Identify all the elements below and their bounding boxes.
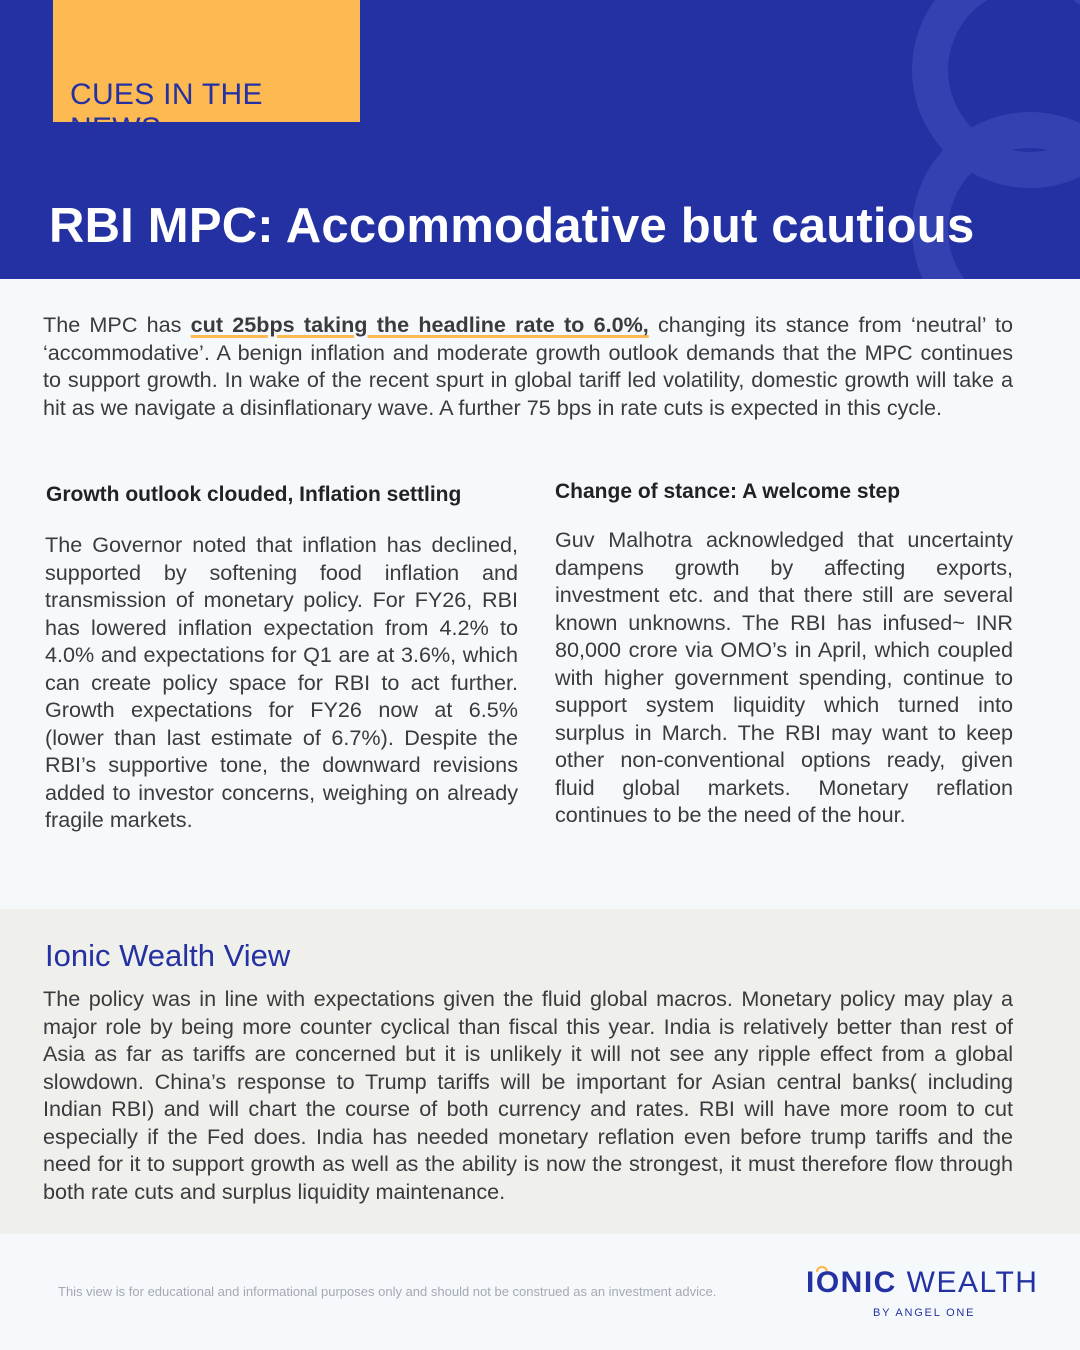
ionic-view-heading: Ionic Wealth View	[45, 938, 291, 973]
logo-subtitle: BY ANGEL ONE	[873, 1307, 976, 1319]
logo-wordmark	[806, 1266, 1038, 1300]
disclaimer-text: This view is for educational and informational purposes only and should not be construed as an investment advice.	[58, 1284, 717, 1299]
logo-wordmark-light: WEALTH	[896, 1266, 1039, 1299]
intro-paragraph	[43, 311, 1013, 421]
category-tag-label: CUES IN THE NEWS	[70, 78, 263, 145]
left-column-body: The Governor noted that inflation has declined, supported by softening food inflation and transmission of monetary policy. For FY26, RBI has lowered inflation expectation from 4.2% to 4.0% and expectations for Q1 are at 3.6%, which can create policy space for RBI to act further. Growth expectations for FY26 now at 6.5% (lower than last estimate of 6.7%). Despite the RBI’s supportive tone, the downward revisions added to investor concerns, weighing on already fragile markets.	[45, 532, 518, 832]
intro-text-start: The MPC has	[43, 312, 191, 337]
intro-highlight: cut 25bps taking the headline rate to 6.0%,	[190, 312, 649, 337]
ionic-view-body: The policy was in line with expectations given the fluid global macros. Monetary policy may play a major role by being more counter cyclical than fiscal this year. India is relatively better than rest of Asia as far as tariffs are concerned but it is unlikely it will not see any ripple effect from a global slowdown. China’s response to Trump tariffs will be important for Asian central banks( including Indian RBI) and will chart the course of both currency and rates. RBI will have more room to cut especially if the Fed does. India has needed monetary reflation even before trump tariffs and the need for it to support growth as well as the ability is now the strongest, it must therefore flow through both rate cuts and surplus liquidity maintenance.	[43, 986, 1013, 1204]
right-column-heading: Change of stance: A welcome step	[555, 480, 901, 503]
page-title: RBI MPC: Accommodative but cautious	[49, 199, 975, 253]
logo-wordmark-bold: IONIC	[806, 1266, 897, 1299]
intro-text-end: changing its stance from ‘neutral’ to ‘accommodative’. A benign inflation and moderate growth outlook demands that the MPC continues to support growth. In wake of the recent spurt in global tariff led volatility, domestic growth will take a hit as we navigate a disinflationary wave. A further 75 bps in rate cuts is expected in this cycle.	[43, 312, 1013, 420]
category-tag	[53, 0, 360, 145]
left-column-heading: Growth outlook clouded, Inflation settling	[46, 483, 462, 506]
header-banner	[0, 0, 1080, 279]
right-column-body: Guv Malhotra acknowledged that uncertainty dampens growth by affecting exports, investment etc. and that there still are several known unknowns. The RBI has infused~ INR 80,000 crore via OMO’s in April, which coupled with higher government spending, continue to support system liquidity which turned into surplus in March. The RBI may want to keep other non-conventional options ready, given fluid global markets. Monetary reflation continues to be the need of the hour.	[555, 527, 1013, 827]
ionic-wealth-logo	[806, 1266, 1039, 1326]
